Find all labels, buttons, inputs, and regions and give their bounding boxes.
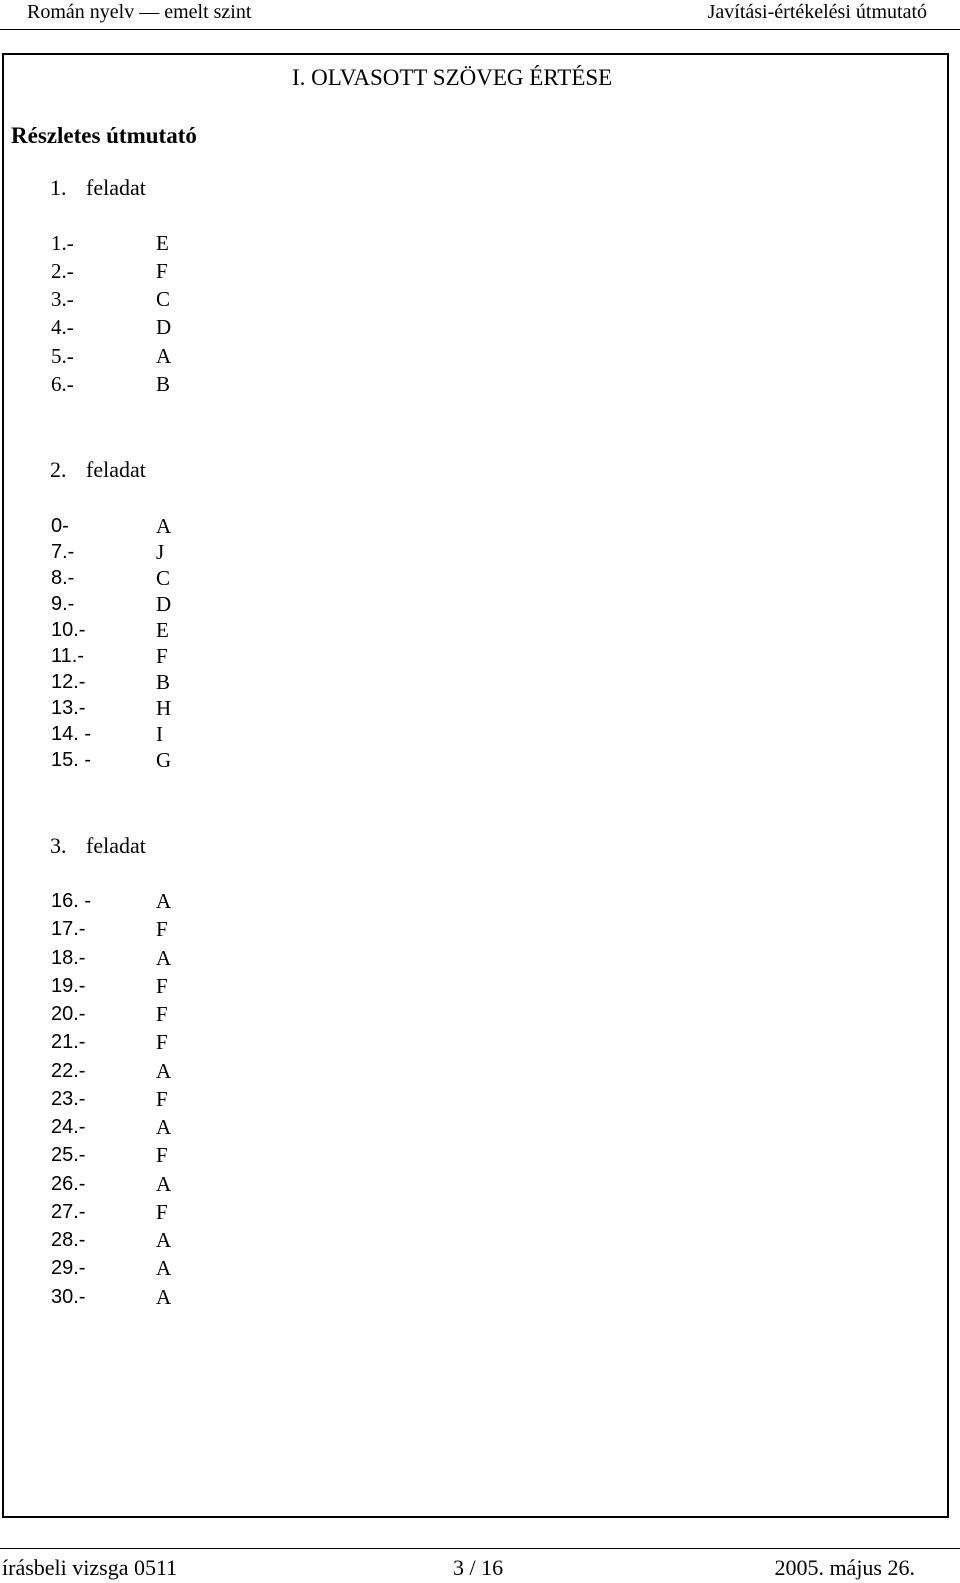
answer-letter: F <box>156 1087 168 1111</box>
answer-row <box>0 1227 400 1253</box>
answer-letter: A <box>156 946 172 970</box>
answer-number: 10.- <box>51 619 86 641</box>
task-1-number: 1. <box>50 175 67 200</box>
answer-row <box>0 286 400 312</box>
answer-number: 17.- <box>51 918 86 940</box>
answer-row <box>0 1284 400 1310</box>
answer-number: 4.- <box>51 315 74 339</box>
header-right-title: Javítási-értékelési útmutató <box>707 1 927 23</box>
answer-number: 0- <box>51 515 69 537</box>
answer-letter: A <box>156 1059 172 1083</box>
answer-letter: E <box>156 231 169 255</box>
answer-number: 5.- <box>51 344 74 368</box>
answer-row <box>0 1199 400 1225</box>
answer-letter: B <box>156 372 171 396</box>
answer-row <box>0 643 400 669</box>
footer-date: 2005. május 26. <box>774 1555 915 1580</box>
task-3-title <box>50 834 146 858</box>
answer-letter: D <box>156 592 172 616</box>
answer-number: 26.- <box>51 1173 86 1195</box>
answer-row <box>0 513 400 539</box>
answer-number: 28.- <box>51 1229 86 1251</box>
answer-letter: C <box>156 566 171 590</box>
answer-number: 22.- <box>51 1060 86 1082</box>
answer-row <box>0 1255 400 1281</box>
answer-number: 14. - <box>51 723 92 745</box>
answer-letter: F <box>156 917 168 941</box>
answer-number: 25.- <box>51 1144 86 1166</box>
answer-letter: G <box>156 748 172 772</box>
answer-letter: A <box>156 1228 172 1252</box>
answer-number: 21.- <box>51 1031 86 1053</box>
answer-row <box>0 1029 400 1055</box>
answer-number: 24.- <box>51 1116 86 1138</box>
answer-row <box>0 888 400 914</box>
answer-letter: A <box>156 889 172 913</box>
answer-row <box>0 747 400 773</box>
answer-letter: F <box>156 1200 168 1224</box>
answer-row <box>0 1142 400 1168</box>
answer-letter: C <box>156 287 171 311</box>
answer-letter: H <box>156 696 172 720</box>
answer-number: 6.- <box>51 372 74 396</box>
answer-number: 12.- <box>51 671 86 693</box>
answer-row <box>0 230 400 256</box>
header-divider <box>0 29 960 30</box>
answer-row <box>0 916 400 942</box>
answer-letter: I <box>156 722 163 746</box>
answer-letter: J <box>156 540 165 564</box>
answer-row <box>0 591 400 617</box>
header-left-title: Román nyelv — emelt szint <box>27 1 252 23</box>
answer-row <box>0 1058 400 1084</box>
answer-number: 18.- <box>51 947 86 969</box>
task-2-number: 2. <box>50 457 67 482</box>
answer-letter: F <box>156 259 168 283</box>
task-2-label: feladat <box>86 457 146 482</box>
footer-exam-label: írásbeli vizsga 0511 <box>2 1555 178 1580</box>
answer-letter: F <box>156 1030 168 1054</box>
answer-number: 15. - <box>51 749 92 771</box>
section-title: I. OLVASOTT SZÖVEG ÉRTÉSE <box>292 65 613 90</box>
answer-number: 1.- <box>51 231 74 255</box>
footer-divider <box>0 1548 960 1549</box>
answer-number: 8.- <box>51 567 75 589</box>
answer-row <box>0 565 400 591</box>
answer-number: 13.- <box>51 697 86 719</box>
answer-number: 20.- <box>51 1003 86 1025</box>
answer-row <box>0 539 400 565</box>
answer-letter: B <box>156 670 171 694</box>
answer-number: 11.- <box>51 645 84 667</box>
answer-letter: A <box>156 1115 172 1139</box>
answer-row <box>0 343 400 369</box>
answer-letter: A <box>156 1285 172 1309</box>
answer-number: 30.- <box>51 1286 86 1308</box>
answer-letter: A <box>156 1172 172 1196</box>
answer-row <box>0 695 400 721</box>
answer-number: 2.- <box>51 259 74 283</box>
detailed-guide-subtitle: Részletes útmutató <box>11 123 197 148</box>
answer-letter: E <box>156 618 169 642</box>
answer-number: 23.- <box>51 1088 86 1110</box>
answer-row <box>0 258 400 284</box>
answer-row <box>0 314 400 340</box>
task-3-number: 3. <box>50 833 67 858</box>
task-1-title <box>50 176 146 200</box>
answer-row <box>0 1086 400 1112</box>
answer-letter: A <box>156 1256 172 1280</box>
answer-number: 27.- <box>51 1201 86 1223</box>
answer-row <box>0 669 400 695</box>
answer-row <box>0 1171 400 1197</box>
answer-row <box>0 1114 400 1140</box>
answer-row <box>0 1001 400 1027</box>
answer-number: 7.- <box>51 541 75 563</box>
answer-letter: F <box>156 974 168 998</box>
answer-number: 16. - <box>51 890 92 912</box>
answer-letter: A <box>156 344 172 368</box>
answer-row <box>0 721 400 747</box>
answer-letter: D <box>156 315 172 339</box>
answer-row <box>0 371 400 397</box>
answer-number: 19.- <box>51 975 86 997</box>
answer-letter: F <box>156 1143 168 1167</box>
footer-page-number: 3 / 16 <box>453 1555 504 1580</box>
task-1-label: feladat <box>86 175 146 200</box>
answer-letter: F <box>156 644 168 668</box>
task-2-title <box>50 458 146 482</box>
task-3-label: feladat <box>86 833 146 858</box>
answer-row <box>0 617 400 643</box>
answer-row <box>0 945 400 971</box>
answer-letter: F <box>156 1002 168 1026</box>
answer-row <box>0 973 400 999</box>
answer-number: 29.- <box>51 1257 86 1279</box>
answer-letter: A <box>156 514 172 538</box>
answer-number: 3.- <box>51 287 74 311</box>
answer-number: 9.- <box>51 593 75 615</box>
